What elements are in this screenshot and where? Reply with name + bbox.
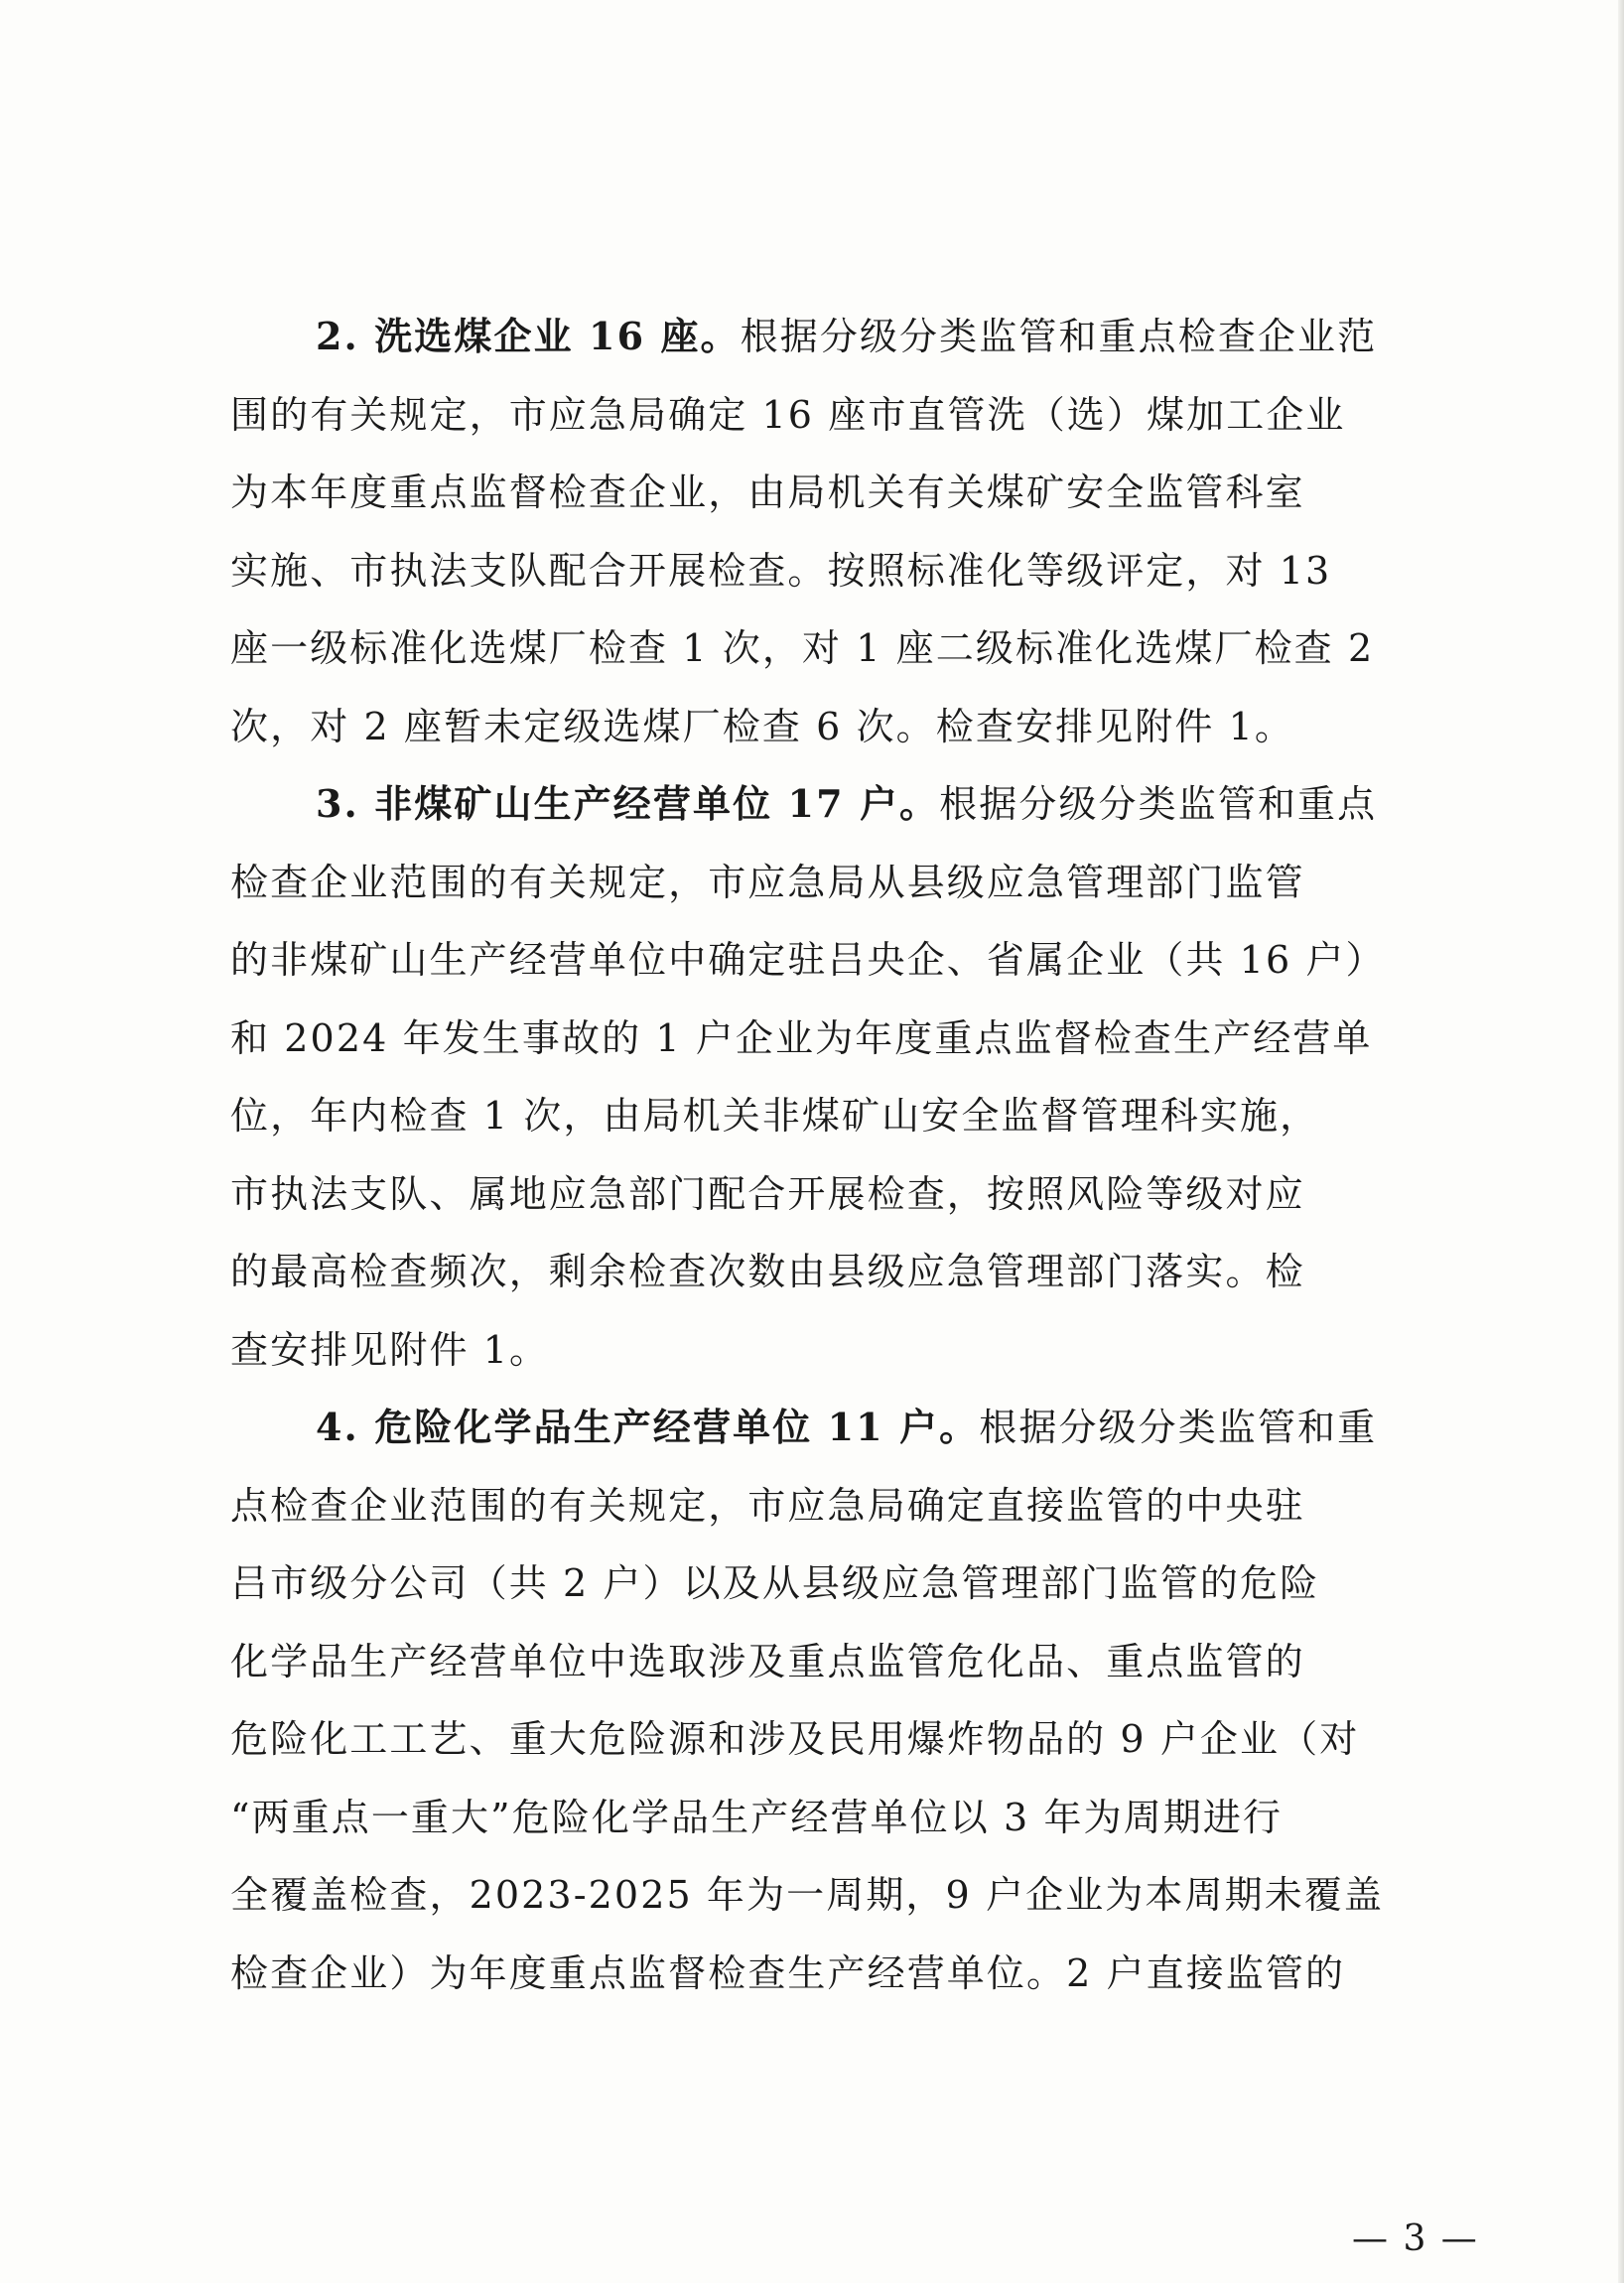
paragraph-line: 市执法支队、属地应急部门配合开展检查，按照风险等级对应 <box>230 1171 1305 1216</box>
paragraph-line: 的非煤矿山生产经营单位中确定驻吕央企、省属企业（共 16 户） <box>230 938 1386 982</box>
paragraph-line: 实施、市执法支队配合开展检查。按照标准化等级评定，对 13 <box>230 548 1332 593</box>
paragraph-text: 根据分级分类监管和重点检查企业范 <box>740 315 1378 358</box>
paragraph-line: 位，年内检查 1 次，由局机关非煤矿山安全监督管理科实施， <box>230 1094 1320 1138</box>
paragraph-line: 和 2024 年发生事故的 1 户企业为年度重点监督检查生产经营单 <box>230 1015 1373 1060</box>
paragraph-line <box>230 298 1449 376</box>
paragraph-line: 的最高检查频次，剩余检查次数由县级应急管理部门落实。检 <box>230 1250 1305 1293</box>
paragraph-line: 危险化工工艺、重大危险源和涉及民用爆炸物品的 9 户企业（对 <box>230 1717 1360 1761</box>
paragraph-line: 次，对 2 座暂未定级选煤厂检查 6 次。检查安排见附件 1。 <box>230 704 1295 748</box>
paragraph-line: 座一级标准化选煤厂检查 1 次，对 1 座二级标准化选煤厂检查 2 <box>230 626 1375 670</box>
paragraph-text: 根据分级分类监管和重点 <box>939 782 1378 826</box>
paragraph-line: 吕市级分公司（共 2 户）以及从县级应急管理部门监管的危险 <box>230 1561 1320 1605</box>
paragraph-line: “两重点一重大”危险化学品生产经营单位以 3 年为周期进行 <box>230 1795 1284 1839</box>
paragraph-line: 点检查企业范围的有关规定，市应急局确定直接监管的中央驻 <box>230 1483 1305 1528</box>
paragraph-line: 围的有关规定，市应急局确定 16 座市直管洗（选）煤加工企业 <box>230 392 1346 437</box>
paragraph-heading: 2. 洗选煤企业 16 座。 <box>316 314 741 358</box>
paragraph-line <box>230 1389 1449 1467</box>
paragraph-line: 化学品生产经营单位中选取涉及重点监管危化品、重点监管的 <box>230 1639 1305 1683</box>
paragraph-line: 为本年度重点监督检查企业，由局机关有关煤矿安全监管科室 <box>230 470 1305 514</box>
paragraph-heading: 3. 非煤矿山生产经营单位 17 户。 <box>316 781 940 826</box>
paragraph-text: 根据分级分类监管和重 <box>979 1406 1378 1449</box>
paragraph-line: 全覆盖检查，2023-2025 年为一周期，9 户企业为本周期未覆盖 <box>230 1873 1384 1917</box>
document-body <box>230 298 1449 2012</box>
paragraph-line: 查安排见附件 1。 <box>230 1327 550 1372</box>
paragraph-line: 检查企业范围的有关规定，市应急局从县级应急管理部门监管 <box>230 860 1305 904</box>
paragraph-heading: 4. 危险化学品生产经营单位 11 户。 <box>316 1405 980 1449</box>
paragraph-line: 检查企业）为年度重点监督检查生产经营单位。2 户直接监管的 <box>230 1950 1346 1995</box>
page-number: — 3 — <box>1352 2218 1479 2259</box>
paragraph-line <box>230 765 1449 844</box>
scan-edge <box>1618 0 1624 2283</box>
